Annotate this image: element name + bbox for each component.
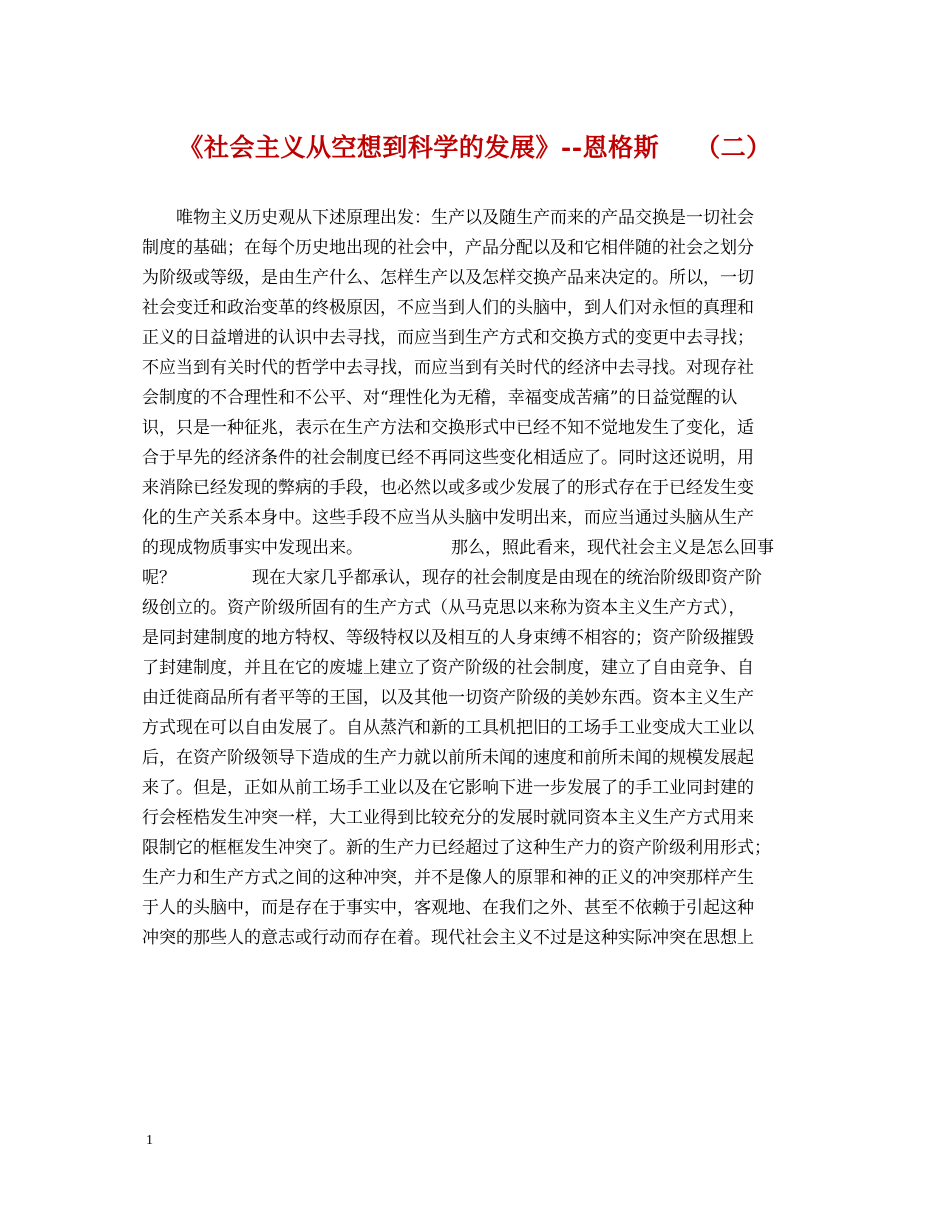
text-line: 制度的基础；在每个历史地出现的社会中，产品分配以及和它相伴随的社会之划分 — [142, 238, 754, 258]
text-line: 级创立的。资产阶级所固有的生产方式（从马克思以来称为资本主义生产方式）， — [142, 598, 746, 618]
text-line: 合于早先的经济条件的社会制度已经不再同这些变化相适应了。同时这还说明，用 — [142, 448, 754, 468]
text-line: 由迁徙商品所有者平等的王国，以及其他一切资产阶级的美妙东西。资本主义生产 — [142, 688, 754, 708]
page-number: 1 — [146, 1133, 153, 1148]
text-line: 为阶级或等级，是由生产什么、怎样生产以及怎样交换产品来决定的。所以，一切 — [142, 268, 754, 288]
text-line: 限制它的框框发生冲突了。新的生产力已经超过了这种生产力的资产阶级利用形式； — [142, 838, 771, 858]
text-line: 于人的头脑中，而是存在于事实中，客观地、在我们之外、甚至不依赖于引起这种 — [142, 898, 754, 918]
text-segment: 现在大家几乎都承认，现存的社会制度是由现在的统治阶级即资产阶 — [252, 568, 762, 588]
text-line: 化的生产关系本身中。这些手段不应当从头脑中发明出来，而应当通过头脑从生产 — [142, 508, 754, 528]
title-main: 《社会主义从空想到科学的发展》--恩格斯 — [178, 133, 660, 162]
text-segment: 的现成物质事实中发现出来。 — [142, 538, 363, 558]
text-line: 行会桎梏发生冲突一样，大工业得到比较充分的发展时就同资本主义生产方式用来 — [142, 808, 754, 828]
text-line: 来了。但是，正如从前工场手工业以及在它影响下进一步发展了的手工业同封建的 — [142, 778, 754, 798]
text-line: 冲突的那些人的意志或行动而存在着。现代社会主义不过是这种实际冲突在思想上 — [142, 928, 754, 948]
text-line: 不应当到有关时代的哲学中去寻找，而应当到有关时代的经济中去寻找。对现存社 — [142, 358, 754, 378]
text-line: 生产力和生产方式之间的这种冲突，并不是像人的原罪和神的正义的冲突那样产生 — [142, 868, 754, 888]
text-line — [142, 563, 822, 593]
title-part: （二） — [695, 133, 772, 162]
text-line: 识，只是一种征兆，表示在生产方法和交换形式中已经不知不觉地发生了变化，适 — [142, 418, 754, 438]
text-line: 唯物主义历史观从下述原理出发：生产以及随生产而来的产品交换是一切社会 — [142, 208, 754, 228]
text-line: 了封建制度，并且在它的废墟上建立了资产阶级的社会制度，建立了自由竞争、自 — [142, 658, 754, 678]
body-text — [142, 203, 822, 953]
text-line: 后，在资产阶级领导下造成的生产力就以前所未闻的速度和前所未闻的规模发展起 — [142, 748, 754, 768]
text-line: 来消除已经发现的弊病的手段，也必然以或多或少发展了的形式存在于已经发生变 — [142, 478, 754, 498]
page-title — [0, 128, 950, 164]
text-line: 方式现在可以自由发展了。自从蒸汽和新的工具机把旧的工场手工业变成大工业以 — [142, 718, 754, 738]
text-segment: 呢？ — [142, 568, 176, 588]
text-line: 是同封建制度的地方特权、等级特权以及相互的人身束缚不相容的；资产阶级摧毁 — [142, 628, 754, 648]
text-line: 社会变迁和政治变革的终极原因，不应当到人们的头脑中，到人们对永恒的真理和 — [142, 298, 754, 318]
text-line — [142, 533, 822, 563]
text-segment: 那么，照此看来，现代社会主义是怎么回事 — [451, 538, 774, 558]
text-line: 会制度的不合理性和不公平、对“理性化为无稽，幸福变成苦痛”的日益觉醒的认 — [142, 388, 738, 408]
text-line: 正义的日益增进的认识中去寻找，而应当到生产方式和交换方式的变更中去寻找； — [142, 328, 754, 348]
